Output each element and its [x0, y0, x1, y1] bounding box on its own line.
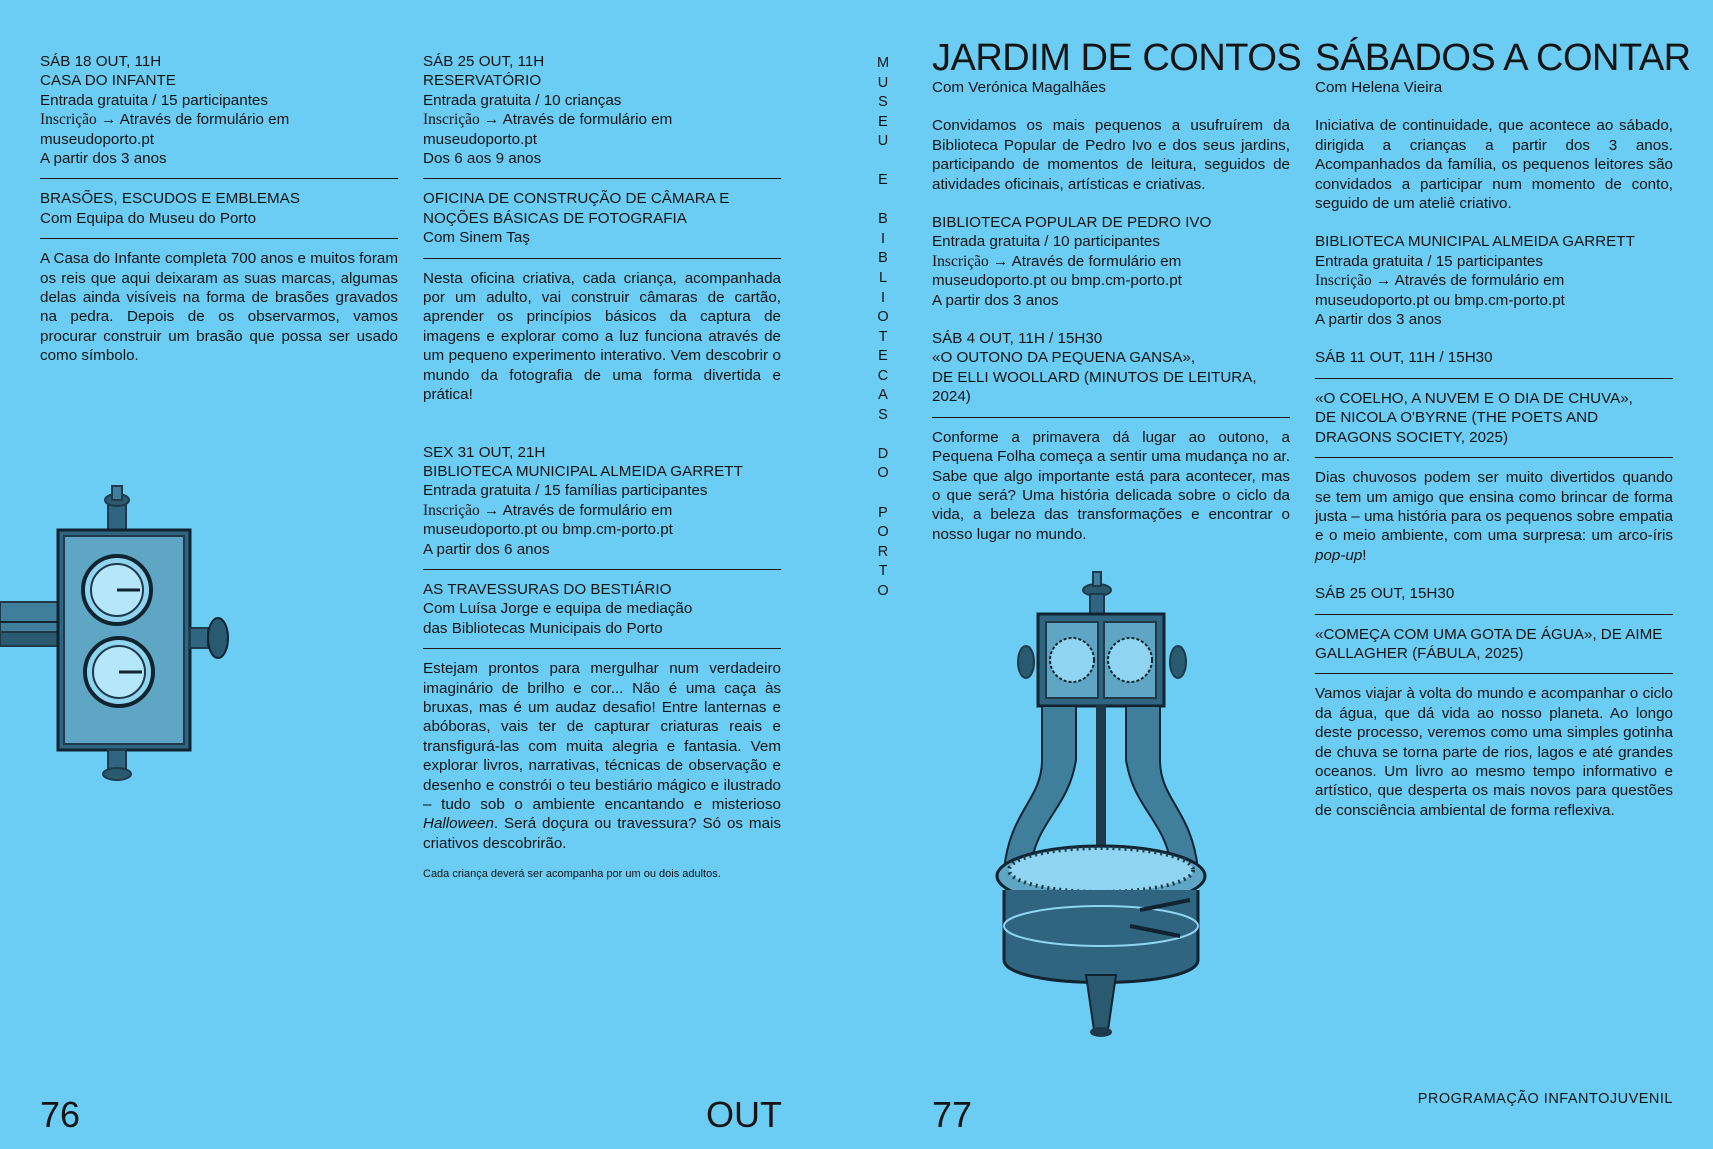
- event-host: Com Sinem Taş: [423, 229, 530, 247]
- event-age: A partir dos 3 anos: [40, 150, 167, 168]
- arrow-right-icon: →: [993, 252, 1009, 270]
- event-date: SEX 31 OUT, 21H: [423, 443, 546, 461]
- spacer: [423, 405, 781, 443]
- spine-letter: [868, 425, 898, 445]
- spine-letter: E: [878, 172, 888, 189]
- event-description: A Casa do Infante completa 700 anos e muitos foram os reis que aqui deixaram as suas marcas, algumas delas ainda visíveis na forma de brasões gravados na pedra. Depois de os observarmos, vamos procurar construir um brasão que possa ser usado como símbolo.: [40, 250, 398, 365]
- spine-letter: E: [878, 348, 888, 365]
- event-title: OFICINA DE CONSTRUÇÃO DE CÂMARA E NOÇÕES BÁSICAS DE FOTOGRAFIA: [423, 190, 730, 227]
- event-note: Cada criança deverá ser acompanha por um ou dois adultos.: [423, 868, 721, 881]
- event-age: Dos 6 aos 9 anos: [423, 150, 542, 168]
- description-part: Dias chuvosos podem ser muito divertidos quando se tem um amigo que ensina como brincar de forma justa – uma história para os pequenos sobre empatia e o meio ambiente, com uma surpresa: um arco-íris: [1315, 469, 1673, 545]
- rotating-apparatus-illustration: [990, 570, 1240, 1060]
- registration-label: Inscrição: [423, 501, 480, 519]
- divider: [1315, 673, 1673, 674]
- event-date: SÁB 4 OUT, 11H / 15H30: [932, 330, 1103, 348]
- right-column-1: [932, 37, 1302, 544]
- divider: [932, 417, 1290, 418]
- spine-letter: B: [878, 250, 888, 267]
- event-description: [1315, 468, 1673, 565]
- event-registration: [932, 252, 1290, 271]
- section-label: PROGRAMAÇÃO INFANTOJUVENIL: [1417, 1091, 1673, 1107]
- event-entry: Entrada gratuita / 15 famílias participantes: [423, 482, 708, 500]
- description-italic: pop-up: [1315, 546, 1363, 564]
- registration-text: Através de formulário em: [502, 501, 673, 519]
- registration-url: museudoporto.pt ou bmp.cm-porto.pt: [1315, 291, 1565, 309]
- event-title: «COMEÇA COM UMA GOTA DE ÁGUA», DE AIME GALLAGHER (FÁBULA, 2025): [1315, 625, 1663, 662]
- event-age: A partir dos 6 anos: [423, 540, 550, 558]
- registration-text: Através de formulário em: [1011, 252, 1182, 270]
- event-date: SÁB 18 OUT, 11H: [40, 53, 162, 70]
- event-registration: [423, 501, 781, 520]
- spine-letter: D: [877, 445, 889, 462]
- divider: [40, 238, 398, 239]
- section-intro: Convidamos os mais pequenos a usufruírem da Biblioteca Popular de Pedro Ivo e dos seus jardins, participando de momentos de leitura, seguidos de atividades oficinais, artísticas e criativas.: [932, 117, 1290, 193]
- event-registration: [423, 110, 781, 129]
- event-date: SÁB 25 OUT, 15H30: [1315, 585, 1455, 603]
- section-intro: Iniciativa de continuidade, que acontece ao sábado, dirigida a crianças a partir dos 3 anos. Acompanhados da família, os pequenos leitores são convidados a participar num momento de conto, seguido de um ateliê criativo.: [1315, 117, 1673, 213]
- section-title: JARDIM DE CONTOS: [932, 37, 1302, 79]
- spacer: [423, 853, 781, 867]
- divider: [423, 569, 781, 570]
- left-column-1: [40, 52, 398, 366]
- spine-letter: S: [878, 94, 888, 111]
- arrow-right-icon: →: [484, 111, 500, 129]
- event-venue: RESERVATÓRIO: [423, 72, 542, 90]
- spine-letter: S: [878, 406, 888, 423]
- section-host: Com Verónica Magalhães: [932, 79, 1106, 96]
- event-registration: [40, 110, 398, 129]
- event-date: SÁB 11 OUT, 11H / 15H30: [1315, 349, 1493, 367]
- spine-letter: C: [877, 367, 889, 384]
- spine-letter: P: [878, 504, 888, 521]
- registration-url: museudoporto.pt: [40, 130, 154, 148]
- spine-letter: T: [878, 563, 888, 580]
- divider: [423, 178, 781, 179]
- event-entry: Entrada gratuita / 10 crianças: [423, 91, 622, 109]
- event-title: DE ELLI WOOLLARD (MINUTOS DE LEITURA, 2024): [932, 368, 1257, 406]
- spine-letter: U: [877, 133, 889, 150]
- event-age: A partir dos 3 anos: [1315, 311, 1442, 329]
- divider: [40, 178, 398, 179]
- description-part: Estejam prontos para mergulhar num verdadeiro imaginário de brilho e cor... Não é uma caça às bruxas, mas é um audaz desafio! Entre lanternas e abóboras, vais ter de capturar criaturas reais e transfigurá-las com muita alegria e fantasia. Vem explorar livros, narrativas, técnicas de observação e desenho e constrói o teu bestiário mágico e ilustrado – tudo sob o ambiente encantando e misterioso: [423, 660, 781, 813]
- event-registration: [1315, 271, 1673, 290]
- spine-letter: [868, 152, 898, 172]
- spine-letter: L: [878, 270, 888, 287]
- section-title: SÁBADOS A CONTAR: [1315, 37, 1691, 79]
- event-venue: CASA DO INFANTE: [40, 72, 176, 90]
- spine-letter: O: [877, 524, 889, 541]
- divider: [423, 258, 781, 259]
- event-host: Com Luísa Jorge e equipa de mediação: [423, 600, 693, 618]
- registration-url: museudoporto.pt ou bmp.cm-porto.pt: [932, 272, 1182, 290]
- spine-letter: [868, 191, 898, 211]
- spine-letter: R: [877, 543, 889, 560]
- arrow-right-icon: →: [1376, 272, 1392, 290]
- spacer: [932, 194, 1290, 213]
- description-part: !: [1362, 546, 1367, 564]
- registration-text: Através de formulário em: [1394, 272, 1565, 290]
- event-date: SÁB 25 OUT, 11H: [423, 53, 545, 70]
- spine-letter: O: [877, 582, 889, 599]
- spacer: [1315, 97, 1673, 116]
- spine-vertical-title: [868, 54, 898, 601]
- event-description: Conforme a primavera dá lugar ao outono, a Pequena Folha começa a sentir uma mudança no ar. Sabe que algo importante está para acontecer, mas o que será? Uma história delicada sobre o ciclo da vida, a beleza das transformações e encontrar o nosso lugar no mundo.: [932, 428, 1290, 543]
- event-title: «O OUTONO DA PEQUENA GANSA»,: [932, 349, 1196, 367]
- spacer: [1315, 213, 1673, 232]
- arrow-right-icon: →: [484, 501, 500, 519]
- event-title: «O COELHO, A NUVEM E O DIA DE CHUVA»,: [1315, 389, 1633, 407]
- registration-text: Através de formulário em: [502, 111, 673, 129]
- spine-letter: M: [876, 55, 890, 71]
- spine-letter: B: [878, 211, 888, 228]
- registration-text: Através de formulário em: [119, 111, 290, 129]
- event-venue: BIBLIOTECA POPULAR DE PEDRO IVO: [932, 214, 1212, 232]
- spine-letter: I: [880, 289, 886, 306]
- spine-letter: U: [877, 74, 889, 91]
- section-host: Com Helena Vieira: [1315, 79, 1443, 96]
- divider: [1315, 457, 1673, 458]
- spacer: [932, 97, 1290, 116]
- event-title: DE NICOLA O'BYRNE (THE POETS AND DRAGONS SOCIETY, 2025): [1315, 409, 1599, 446]
- registration-url: museudoporto.pt ou bmp.cm-porto.pt: [423, 521, 673, 539]
- divider: [423, 648, 781, 649]
- spine-letter: A: [878, 387, 888, 404]
- spine-letter: T: [878, 328, 888, 345]
- spine-letter: E: [878, 113, 888, 130]
- registration-url: museudoporto.pt: [423, 130, 537, 148]
- right-column-2: [1315, 37, 1691, 820]
- registration-label: Inscrição: [423, 111, 480, 129]
- left-column-2: [423, 52, 781, 882]
- spine-letter: [868, 484, 898, 504]
- event-age: A partir dos 3 anos: [932, 291, 1059, 309]
- spine-letter: O: [877, 309, 889, 326]
- divider: [1315, 614, 1673, 615]
- description-part: . Será doçura ou travessura? Só os mais criativos descobrirão.: [423, 815, 781, 852]
- event-host: das Bibliotecas Municipais do Porto: [423, 619, 663, 637]
- spacer: [1315, 329, 1673, 348]
- page-number-left: 76: [40, 1094, 81, 1135]
- spacer: [932, 310, 1290, 329]
- spine-letter: I: [880, 230, 886, 247]
- spacer: [1315, 565, 1673, 584]
- page-number-right: 77: [932, 1094, 973, 1135]
- event-description: Nesta oficina criativa, cada criança, acompanhada por um adulto, vai construir câmaras de cartão, aprender os princípios básicos da captura de imagens e explorar como a luz funciona através de um pequeno experimento interativo. Vem descobrir o mundo da fotografia de uma forma divertida e prática!: [423, 269, 781, 404]
- event-description: [423, 659, 781, 853]
- registration-label: Inscrição: [40, 111, 97, 129]
- divider: [1315, 378, 1673, 379]
- event-title: BRASÕES, ESCUDOS E EMBLEMAS: [40, 190, 300, 208]
- month-label: OUT: [706, 1094, 782, 1135]
- event-title: AS TRAVESSURAS DO BESTIÁRIO: [423, 580, 672, 598]
- event-entry: Entrada gratuita / 15 participantes: [40, 91, 268, 109]
- event-venue: BIBLIOTECA MUNICIPAL ALMEIDA GARRETT: [1315, 233, 1635, 251]
- event-venue: BIBLIOTECA MUNICIPAL ALMEIDA GARRETT: [423, 462, 743, 480]
- registration-label: Inscrição: [932, 252, 989, 270]
- description-italic: Halloween: [423, 815, 494, 833]
- arrow-right-icon: →: [101, 111, 117, 129]
- event-host: Com Equipa do Museu do Porto: [40, 209, 257, 227]
- spine-letter: O: [877, 465, 889, 482]
- event-entry: Entrada gratuita / 10 participantes: [932, 233, 1160, 251]
- registration-label: Inscrição: [1315, 272, 1372, 290]
- event-entry: Entrada gratuita / 15 participantes: [1315, 252, 1543, 270]
- event-description: Vamos viajar à volta do mundo e acompanhar o ciclo da água, que dá vida ao nosso planeta. Ao longo deste processo, veremos como uma simples gotinha de chuva se torna parte de rios, lagos e até grandes oceanos. Um livro ao mesmo tempo informativo e artístico, que desperta os mais novos para questões de consciência ambiental de forma reflexiva.: [1315, 685, 1673, 819]
- gauge-instrument-illustration: [0, 482, 260, 802]
